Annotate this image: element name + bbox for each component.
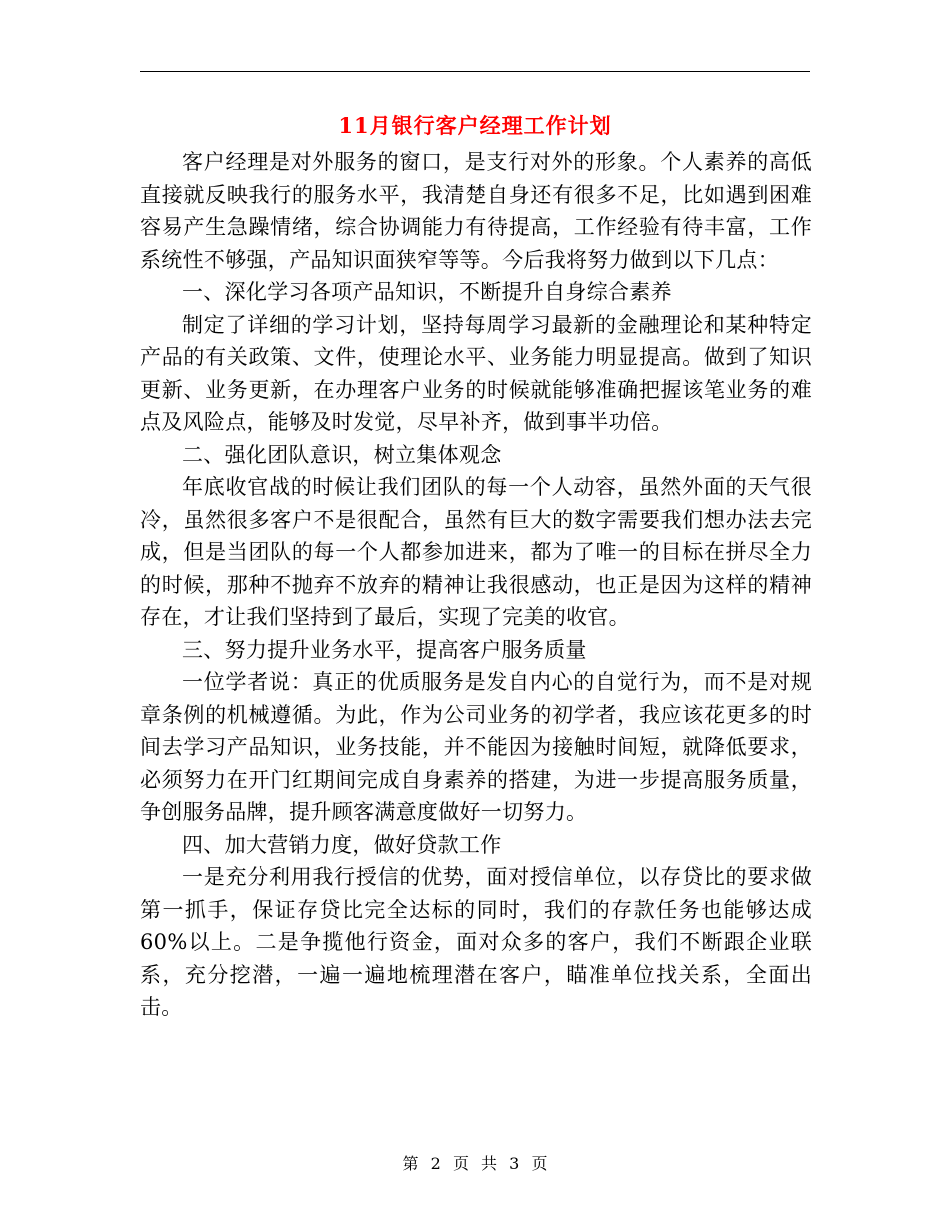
document-title: 11月银行客户经理工作计划 <box>338 113 612 138</box>
paragraph-section-2: 年底收官战的时候让我们团队的每一个人动容，虽然外面的天气很冷，虽然很多客户不是很配合，虽然有巨大的数字需要我们想办法去完成，但是当团队的每一个人都参加进来，都为了唯一的目标在拼尽全力的时候，那种不抛弃不放弃的精神让我很感动，也正是因为这样的精神存在，才让我们坚持到了最后，实现了完美的收官。 <box>140 475 812 629</box>
paragraph-intro: 客户经理是对外服务的窗口，是支行对外的形象。个人素养的高低直接就反映我行的服务水平，我清楚自身还有很多不足，比如遇到困难容易产生急躁情绪，综合协调能力有待提高，工作经验有待丰富，工作系统性不够强，产品知识面狭窄等等。今后我将努力做到以下几点： <box>140 150 812 272</box>
paragraph-section-4: 一是充分利用我行授信的优势，面对授信单位，以存贷比的要求做第一抓手，保证存贷比完全达标的同时，我们的存款任务也能够达成60%以上。二是争揽他行资金，面对众多的客户，我们不断跟企业联系，充分挖潜，一遍一遍地梳理潜在客户，瞄准单位找关系，全面出击。 <box>140 865 812 1019</box>
footer-current-page: 2 <box>430 1154 441 1173</box>
paragraph-section-3: 一位学者说：真正的优质服务是发自内心的自觉行为，而不是对规章条例的机械遵循。为此，作为公司业务的初学者，我应该花更多的时间去学习产品知识，业务技能，并不能因为接触时间短，就降低要求，必须努力在开门红期间完成自身素养的搭建，为进一步提高服务质量，争创服务品牌，提升顾客满意度做好一切努力。 <box>140 670 812 824</box>
section-heading-3: 三、努力提升业务水平，提高客户服务质量 <box>182 637 587 662</box>
footer-page-label: 页 <box>452 1154 469 1173</box>
footer-prefix: 第 <box>402 1154 419 1173</box>
page-number-footer <box>0 1152 950 1176</box>
paragraph-section-1: 制定了详细的学习计划，坚持每周学习最新的金融理论和某种特定产品的有关政策、文件，使理论水平、业务能力明显提高。做到了知识更新、业务更新，在办理客户业务的时候就能够准确把握该笔业务的难点及风险点，能够及时发觉，尽早补齐，做到事半功倍。 <box>140 312 812 434</box>
section-heading-4: 四、加大营销力度，做好贷款工作 <box>182 832 502 857</box>
footer-suffix: 页 <box>531 1154 548 1173</box>
document-body <box>140 146 812 1024</box>
header-rule <box>140 71 810 72</box>
footer-total-pages: 3 <box>509 1154 520 1173</box>
footer-total-label: 共 <box>481 1154 498 1173</box>
section-heading-2: 二、强化团队意识，树立集体观念 <box>182 442 502 467</box>
section-heading-1: 一、深化学习各项产品知识，不断提升自身综合素养 <box>182 280 672 304</box>
